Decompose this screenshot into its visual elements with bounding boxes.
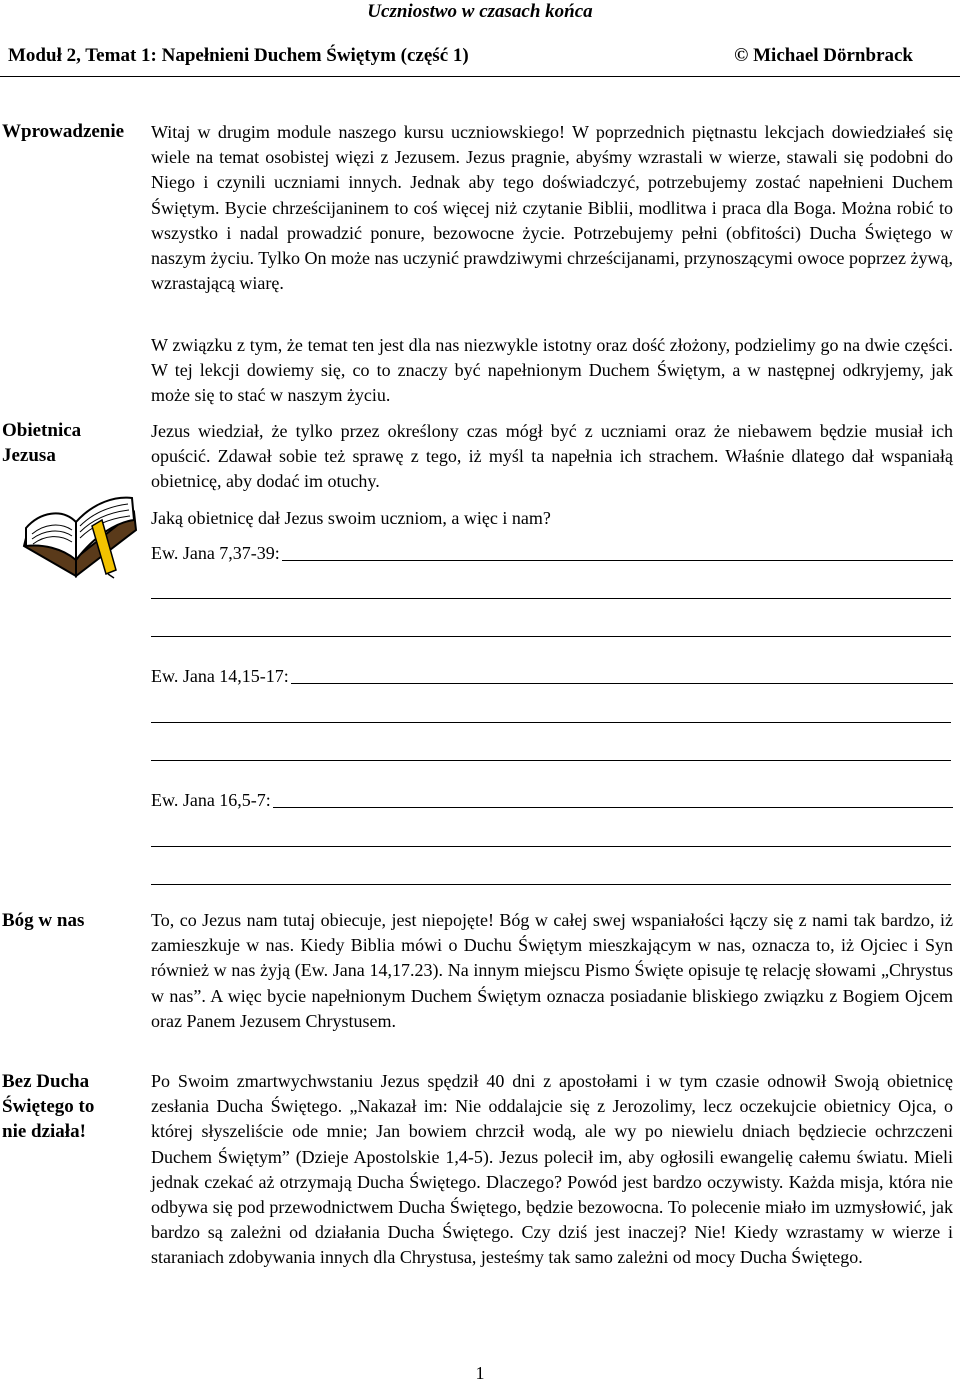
promise-label-line-2: Jezusa (2, 445, 56, 466)
without-spirit-text (151, 1069, 953, 1271)
intro-text (151, 120, 953, 296)
document-title: Uczniostwo w czasach końca (367, 1, 593, 22)
reference-john-7: Ew. Jana 7,37-39: (151, 543, 280, 563)
intro-paragraph-2: W związku z tym, że temat ten jest dla nas niezwykle istotny oraz dość złożony, podzielimy go na dwie części. W tej lekcji dowiemy się, co to znaczy być napełnionym Duchem Świętym, a w następnej odkryjemy, jak może się to stać w naszym życiu. (151, 335, 953, 406)
open-bible-icon (18, 482, 143, 582)
answer-row-john-16[interactable] (151, 788, 953, 813)
without-spirit-label-line-1: Bez Ducha (2, 1071, 90, 1092)
without-spirit-paragraph: Po Swoim zmartwychwstaniu Jezus spędził 40 dni z apostołami i w tym czasie odnowił Swoją obietnicę zesłania Ducha Świętego. „Nakazał im: Nie oddalajcie się z Jerozolimy, lecz oczekujcie obietnicy Ojca, o której słyszeliście ode mnie; Jan bowiem chrzcił wodą, ale wy po niewielu dniach będziecie ochrzczeni Duchem Świętym” (Dzieje Apostolskie 1,4-5). Jezus polecił im, aby ogłosili ewangelię całemu światu. Mieli jednak czekać aż otrzymają Ducha Świętego. Dlaczego? Powód jest bardzo oczywisty. Każda misja, która nie odbywa się pod przewodnictwem Ducha Świętego, będzie bezowocna. To polecenie miało im uzmysłowić, jak bardzo są zależni od działania Ducha Świętego. Czy dziś jest inaczej? Nie! Kiedy wzrastamy w wierze i staraniach zdobywania innych dla Chrystusa, jesteśmy tak samo zależni od mocy Ducha Świętego. (151, 1071, 953, 1268)
answer-field-john-7[interactable] (282, 541, 953, 561)
answer-line[interactable] (151, 722, 951, 723)
intro-paragraph-1: Witaj w drugim module naszego kursu uczniowskiego! W poprzednich piętnastu lekcjach dowiedziałeś się wiele na temat osobistej więzi z Jezusem. Jezus pragnie, abyśmy wzrastali w wierze, stawali się podobni do Niego i czynili uczniami innych. Jednak aby tego doświadczyć, potrzebujemy zostać napełnieni Duchem Świętym. Bycie chrześcijaninem to coś więcej niż czytanie Biblii, modlitwa i praca dla Boga. Można robić to wszystko i nadal prowadzić ponure, bezowocne życie. Potrzebujemy pełni (obfitości) Ducha Świętego w naszym życiu. Tylko On może nas uczynić prawdziwymi chrześcijanami, przynoszącymi owoce poprzez żywą, wzrastającą wiarę. (151, 122, 953, 294)
answer-field-john-14[interactable] (291, 664, 953, 684)
page-number: 1 (475, 1363, 485, 1383)
without-spirit-label (2, 1069, 142, 1144)
promise-text (151, 419, 953, 495)
answer-line[interactable] (151, 760, 951, 761)
promise-question: Jaką obietnicę dał Jezus swoim uczniom, a więc i nam? (151, 508, 551, 528)
lesson-header (8, 44, 953, 68)
intro-label: Wprowadzenie (2, 121, 125, 142)
promise-label (2, 418, 142, 468)
answer-row-john-14[interactable] (151, 664, 953, 689)
reference-john-16: Ew. Jana 16,5-7: (151, 790, 271, 810)
god-in-us-label: Bóg w nas (2, 910, 85, 931)
reference-john-14: Ew. Jana 14,15-17: (151, 666, 289, 686)
answer-line[interactable] (151, 846, 951, 847)
header-divider (0, 76, 960, 77)
promise-paragraph: Jezus wiedział, że tylko przez określony czas mógł być z uczniami oraz że niebawem będzie musiał ich opuścić. Zdawał sobie też sprawę z tego, iż myśl ta napełnia ich strachem. Właśnie dlatego dał wspaniałą obietnicę, aby dodać im otuchy. (151, 421, 953, 492)
god-in-us-text (151, 908, 953, 1034)
answer-line[interactable] (151, 598, 951, 599)
god-in-us-paragraph: To, co Jezus nam tutaj obiecuje, jest niepojęte! Bóg w całej swej wspaniałości łączy się z nami tak bardzo, iż zamieszkuje w nas. Kiedy Biblia mówi o Duchu Świętym mieszkającym w nas, oznacza to, iż Ojciec i Syn również w nas żyją (Ew. Jana 14,17.23). Na innym miejscu Pismo Święte opisuje tę relację słowami „Chrystus w nas”. A więc bycie napełnionym Duchem Świętym oznacza posiadanie bliskiego związku z Bogiem Ojcem oraz Panem Jezusem Chrystusem. (151, 910, 953, 1031)
intro-text-2 (151, 333, 953, 409)
answer-line[interactable] (151, 636, 951, 637)
copyright-notice: © Michael Dörnbrack (734, 45, 913, 66)
answer-row-john-7[interactable] (151, 541, 953, 566)
without-spirit-label-line-2: Świętego to (2, 1096, 95, 1117)
without-spirit-label-line-3: nie działa! (2, 1121, 86, 1142)
answer-field-john-16[interactable] (273, 788, 953, 808)
answer-line[interactable] (151, 884, 951, 885)
module-title: Moduł 2, Temat 1: Napełnieni Duchem Świętym (część 1) (8, 45, 469, 66)
promise-label-line-1: Obietnica (2, 420, 82, 441)
